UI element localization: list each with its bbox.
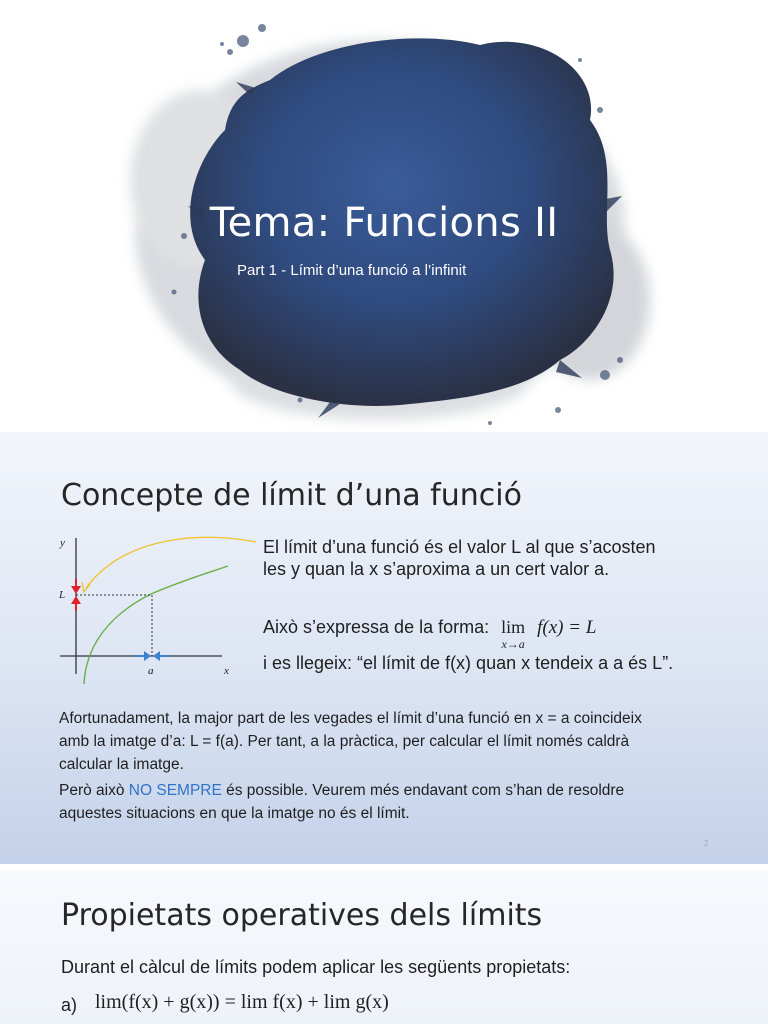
paragraph-2-line-1 (59, 779, 624, 802)
annotation-curve (86, 537, 256, 588)
presentation-subtitle: Part 1 - Límit d’una funció a l’infinit (237, 262, 467, 279)
paragraph-1-line-3: calcular la imatge. (59, 756, 184, 773)
function-curve (84, 566, 228, 684)
slide-number: 2 (704, 839, 709, 848)
expression-line (263, 616, 597, 651)
limit-graph (56, 534, 256, 684)
paragraph-1-line-2: amb la imatge d’a: L = f(a). Per tant, a la pràctica, per calcular el límit només caldrà (59, 733, 630, 750)
lim-subscript: x→a (501, 637, 525, 651)
title-slide (0, 0, 768, 432)
concept-slide (0, 432, 768, 864)
x-axis-label: x (224, 665, 229, 677)
lim-operator (494, 616, 532, 651)
paragraph-2-prefix: Però això (59, 782, 125, 799)
paragraph-1-line-1: Afortunadament, la major part de les vegades el límit d’una funció en x = a coincideix (59, 710, 642, 727)
lim-word: lim (501, 617, 526, 637)
paragraph-2-line-2: aquestes situacions en que la imatge no és el límit. (59, 805, 410, 822)
property-a-label: a) (61, 995, 78, 1015)
y-axis-label: y (60, 537, 65, 549)
expression-prefix: Això s’expressa de la forma: (263, 617, 490, 637)
paragraph-2-suffix: és possible. Veurem més endavant com s’han de resoldre (226, 782, 625, 799)
intro-line-2: les y quan la x s’aproxima a un cert valor a. (263, 559, 610, 579)
slide-heading: Concepte de límit d’una funció (61, 478, 522, 513)
presentation-title: Tema: Funcions II (209, 200, 559, 246)
intro-line-1: El límit d’una funció és el valor L al que s’acosten (263, 537, 656, 557)
not-always-highlight: NO SEMPRE (128, 782, 222, 799)
property-a-formula: lim(f(x) + g(x)) = lim f(x) + lim g(x) (95, 991, 389, 1013)
slide-heading: Propietats operatives dels límits (61, 898, 543, 933)
a-label: a (148, 665, 154, 677)
properties-intro: Durant el càlcul de límits podem aplicar les següents propietats: (61, 957, 571, 977)
L-label: L (59, 589, 66, 601)
reading-line: i es llegeix: “el límit de f(x) quan x tendeix a a és L”. (263, 653, 674, 673)
properties-slide (0, 870, 768, 1024)
formula-body: f(x) = L (537, 617, 597, 638)
